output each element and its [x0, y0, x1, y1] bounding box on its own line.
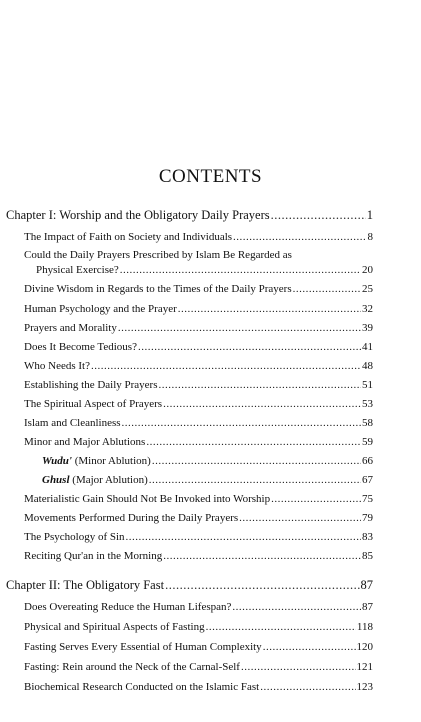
page-number: 25: [362, 283, 373, 295]
entry-title: The Spiritual Aspect of Prayers: [24, 398, 163, 410]
dot-leader: [165, 579, 359, 592]
page-number: 20: [362, 264, 373, 276]
page-number: 121: [356, 661, 373, 673]
toc-entry[interactable]: [24, 231, 373, 244]
entry-title: Fasting Serves Every Essential of Human Complexity: [24, 641, 262, 653]
dot-leader: [206, 621, 356, 634]
toc-entry[interactable]: [24, 417, 373, 430]
entry-title: Physical Exercise?: [36, 264, 119, 276]
entry-title: The Psychology of Sin: [24, 531, 125, 543]
entry-title: Biochemical Research Conducted on the Islamic Fast: [24, 681, 260, 693]
toc-entry[interactable]: [24, 436, 373, 449]
dot-leader: [293, 283, 361, 296]
chapter-title: Chapter II: The Obligatory Fast: [6, 578, 165, 592]
toc-entry[interactable]: [24, 341, 373, 354]
toc-entry[interactable]: [24, 322, 373, 335]
entry-title: Prayers and Morality: [24, 322, 117, 334]
entry-title: Physical and Spiritual Aspects of Fasting: [24, 621, 205, 633]
entry-title-line1[interactable]: Could the Daily Prayers Prescribed by Islam Be Regarded as: [24, 249, 292, 261]
toc-entry[interactable]: [24, 493, 373, 506]
dot-leader: [263, 641, 356, 654]
page-number: 87: [360, 578, 373, 592]
entry-title: (Major Ablution): [72, 474, 148, 486]
page-number: 48: [362, 360, 373, 372]
toc-chapter-2[interactable]: [6, 579, 373, 592]
dot-leader: [163, 398, 361, 411]
toc-entry[interactable]: [42, 474, 373, 487]
toc-entry[interactable]: [24, 681, 373, 694]
entry-title: Human Psychology and the Prayer: [24, 303, 177, 315]
entry-title: Divine Wisdom in Regards to the Times of the Daily Prayers: [24, 283, 292, 295]
page-number: 51: [362, 379, 373, 391]
page-number: 39: [362, 322, 373, 334]
dot-leader: [260, 681, 355, 694]
dot-leader: [271, 493, 361, 506]
page-number: 53: [362, 398, 373, 410]
dot-leader: [232, 601, 361, 614]
dot-leader: [152, 455, 361, 468]
dot-leader: [126, 531, 361, 544]
dot-leader: [122, 417, 361, 430]
dot-leader: [178, 303, 361, 316]
dot-leader: [120, 264, 361, 277]
page-number: 85: [362, 550, 373, 562]
toc-entry[interactable]: [36, 264, 373, 277]
dot-leader: [239, 512, 361, 525]
page-number: 120: [356, 641, 373, 653]
toc-entry[interactable]: [24, 621, 373, 634]
toc-chapter-1[interactable]: [6, 209, 373, 222]
page-number: 67: [362, 474, 373, 486]
dot-leader: [146, 436, 361, 449]
toc-entry[interactable]: [42, 455, 373, 468]
dot-leader: [163, 550, 361, 563]
page-number: 87: [362, 601, 373, 613]
entry-title: Does It Become Tedious?: [24, 341, 137, 353]
entry-title: Movements Performed During the Daily Prayers: [24, 512, 239, 524]
entry-term: Wudu': [42, 455, 72, 467]
chapter-title: Chapter I: Worship and the Obligatory Daily Prayers: [6, 208, 270, 222]
toc-entry[interactable]: [24, 531, 373, 544]
dot-leader: [241, 661, 356, 674]
toc-entry[interactable]: [24, 303, 373, 316]
entry-title: Minor and Major Ablutions: [24, 436, 146, 448]
page-number: 1: [366, 208, 373, 222]
entry-title: (Minor Ablution): [74, 455, 151, 467]
toc-entry[interactable]: [24, 398, 373, 411]
toc-entry[interactable]: [24, 283, 373, 296]
page-number: 59: [362, 436, 373, 448]
page-number: 66: [362, 455, 373, 467]
page-number: 41: [362, 341, 373, 353]
dot-leader: [149, 474, 361, 487]
entry-title: Materialistic Gain Should Not Be Invoked into Worship: [24, 493, 271, 505]
page-number: 8: [367, 231, 373, 243]
page-number: 123: [356, 681, 373, 693]
dot-leader: [91, 360, 361, 373]
dot-leader: [138, 341, 361, 354]
page-number: 58: [362, 417, 373, 429]
entry-title: Does Overeating Reduce the Human Lifespan?: [24, 601, 232, 613]
entry-title: Fasting: Rein around the Neck of the Carnal-Self: [24, 661, 240, 673]
page-number: 75: [362, 493, 373, 505]
dot-leader: [271, 209, 366, 222]
page-number: 83: [362, 531, 373, 543]
toc-entry[interactable]: [24, 512, 373, 525]
toc-entry[interactable]: [24, 360, 373, 373]
page-number: 118: [356, 621, 373, 633]
toc-entry[interactable]: [24, 661, 373, 674]
dot-leader: [233, 231, 366, 244]
entry-title: Islam and Cleanliness: [24, 417, 121, 429]
page-number: 79: [362, 512, 373, 524]
page-number: 32: [362, 303, 373, 315]
entry-title: The Impact of Faith on Society and Individuals: [24, 231, 233, 243]
entry-title: Who Needs It?: [24, 360, 90, 372]
dot-leader: [118, 322, 361, 335]
entry-title: Reciting Qur'an in the Morning: [24, 550, 163, 562]
entry-term: Ghusl: [42, 474, 70, 486]
toc-entry[interactable]: [24, 601, 373, 614]
entry-title: Establishing the Daily Prayers: [24, 379, 158, 391]
dot-leader: [159, 379, 361, 392]
toc-entry[interactable]: [24, 379, 373, 392]
toc-entry[interactable]: [24, 550, 373, 563]
contents-heading: CONTENTS: [158, 166, 263, 187]
toc-entry[interactable]: [24, 641, 373, 654]
